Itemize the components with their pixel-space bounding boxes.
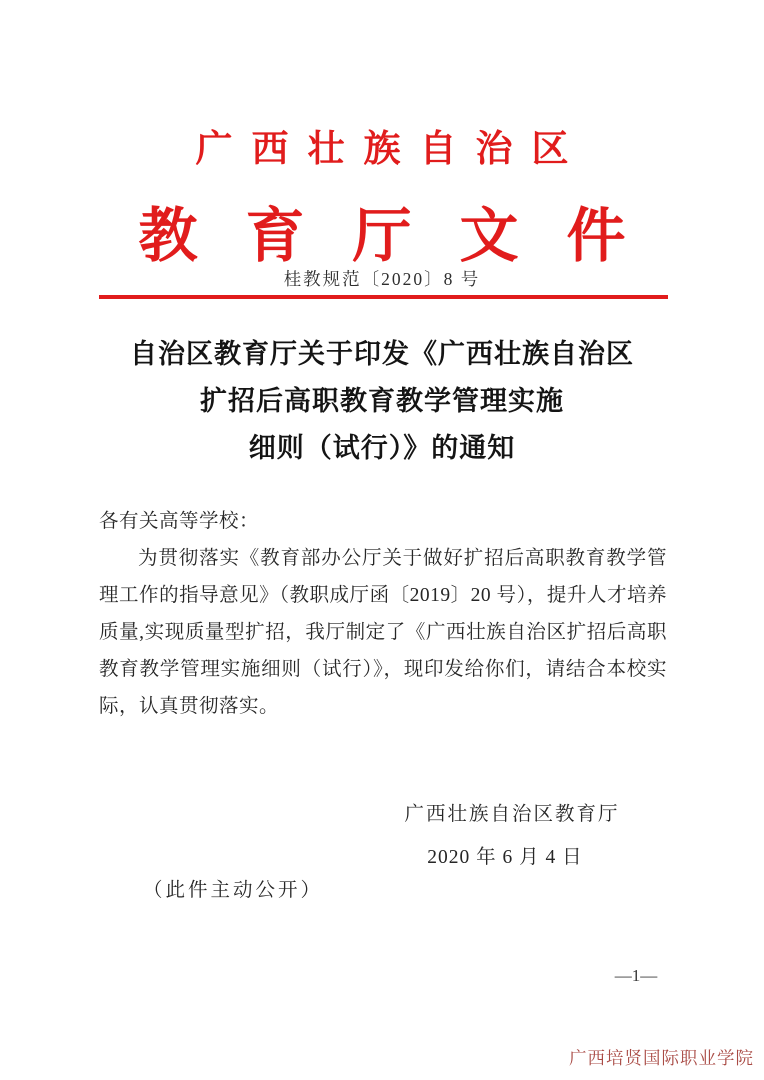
header-doc-type: 教育厅文件 xyxy=(138,203,674,269)
doc-title xyxy=(40,331,724,472)
doc-number: 桂教规范〔2020〕8 号 xyxy=(283,269,481,289)
publicity-note: （此件主动公开） xyxy=(143,880,324,901)
signature-issuer: 广西壮族自治区教育厅 xyxy=(404,804,620,825)
doc-title-line-3: 细则（试行）》的通知 xyxy=(248,433,516,463)
body-paragraph: 为贯彻落实《教育部办公厅关于做好扩招后高职教育教学管理工作的指导意见》（教职成厅函〔2019〕20 号），提升人才培养质量,实现质量型扩招，我厅制定了《广西壮族自治区扩招后高职教育教学管理实施细则（试行）》，现印发给你们，请结合本校实际，认真贯彻落实。 xyxy=(99,548,667,717)
red-divider-rule xyxy=(99,295,668,299)
signature-date: 2020 年 6 月 4 日 xyxy=(427,847,583,868)
header-region-title: 广西壮族自治区 xyxy=(195,129,588,170)
doc-title-line-2: 扩招后高职教育教学管理实施 xyxy=(200,386,564,416)
body-text xyxy=(99,503,667,725)
page-number: —1— xyxy=(614,966,658,985)
signature-block xyxy=(352,793,672,879)
salutation: 各有关高等学校： xyxy=(99,511,260,532)
institution-watermark: 广西培贤国际职业学院 xyxy=(569,1048,754,1068)
doc-title-line-1: 自治区教育厅关于印发《广西壮族自治区 xyxy=(130,339,634,369)
